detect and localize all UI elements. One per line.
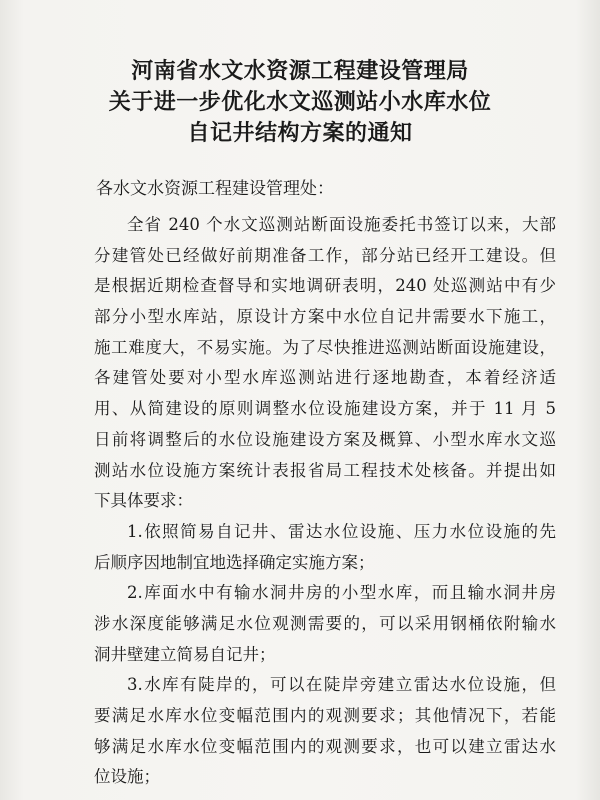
requirement-2-line: 涉水深度能够满足水位观测需要的，可以采用钢桶依附输水 — [94, 613, 556, 633]
salutation: 各水文水资源工程建设管理处： — [96, 179, 334, 199]
paragraph-1-line: 日前将调整后的水位设施建设方案及概算、小型水库水文巡 — [94, 429, 556, 449]
paragraph-1-line: 施工难度大，不易实施。为了尽快推进巡测站断面设施建设， — [94, 337, 556, 357]
requirement-1-line: 1.依照简易自记井、雷达水位设施、压力水位设施的先 — [127, 521, 556, 541]
requirement-3-line: 3.水库有陡岸的，可以在陡岸旁建立雷达水位设施，但 — [127, 675, 556, 695]
requirement-2-line: 2.库面水中有输水洞井房的小型水库，而且输水洞井房 — [127, 583, 556, 603]
requirement-2-line: 洞井壁建立简易自记井； — [94, 644, 276, 664]
title-line-1: 河南省水文水资源工程建设管理局 — [131, 59, 469, 84]
paragraph-1-line: 全省 240 个水文巡测站断面设施委托书签订以来，大部 — [127, 215, 556, 234]
requirement-3-line: 位设施； — [94, 767, 160, 787]
paragraph-1-line: 各建管处要对小型水库巡测站进行逐地勘查，本着经济适 — [94, 368, 556, 388]
title-line-2: 关于进一步优化水文巡测站小水库水位 — [108, 90, 492, 115]
paragraph-1-line: 测站水位设施方案统计表报省局工程技术处核备。并提出如 — [94, 460, 556, 480]
paragraph-1-line: 是根据近期检查督导和实地调研表明，240 处巡测站中有少 — [94, 276, 556, 296]
document-body — [94, 210, 556, 793]
title-line-3: 自记井结构方案的通知 — [187, 121, 413, 146]
requirement-3-line: 要满足水库水位变幅范围内的观测要求；其他情况下，若能 — [94, 706, 556, 725]
paragraph-1-line: 下具体要求： — [94, 491, 193, 511]
document-title — [0, 56, 600, 149]
paragraph-1-line: 用、从简建设的原则调整水位设施建设方案，并于 11 月 5 — [94, 399, 556, 419]
requirement-3-line: 够满足水库水位变幅范围内的观测要求，也可以建立雷达水 — [94, 736, 556, 756]
requirement-1-line: 后顺序因地制宜地选择确定实施方案； — [94, 552, 375, 572]
paragraph-1-line: 部分小型水库站，原设计方案中水位自记井需要水下施工， — [94, 307, 556, 327]
paragraph-1-line: 分建管处已经做好前期准备工作，部分站已经开工建设。但 — [94, 245, 556, 265]
